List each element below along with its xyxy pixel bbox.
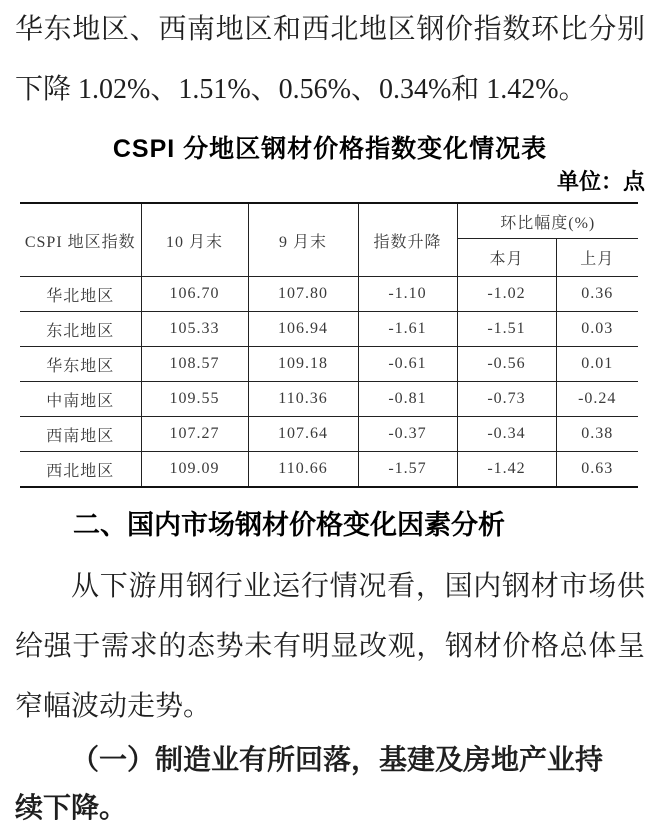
table-cell: 108.57 (141, 347, 248, 382)
section-heading: 二、国内市场钢材价格变化因素分析 (73, 510, 505, 540)
table-row (20, 347, 638, 382)
table-row (20, 277, 638, 312)
paragraph-top-line-2: 下降 1.02%、1.51%、0.56%、0.34%和 1.42%。 (15, 74, 587, 105)
table-cell-region: 西北地区 (20, 452, 141, 488)
table-cell: 109.18 (248, 347, 358, 382)
header-change: 指数升降 (358, 203, 457, 277)
table-row (20, 382, 638, 417)
table-cell: -1.42 (457, 452, 556, 488)
table-cell: 0.01 (556, 347, 638, 382)
table-cell: -0.34 (457, 417, 556, 452)
table-cell-region: 东北地区 (20, 312, 141, 347)
paragraph-body-line-2: 给强于需求的态势未有明显改观，钢材价格总体呈 (15, 631, 645, 662)
header-region: CSPI 地区指数 (20, 203, 141, 277)
table-cell-region: 中南地区 (20, 382, 141, 417)
table-cell: 0.36 (556, 277, 638, 312)
table-cell: -0.61 (358, 347, 457, 382)
table-cell: -0.81 (358, 382, 457, 417)
sub-heading-line-1: （一）制造业有所回落，基建及房地产业持 (71, 745, 604, 776)
header-this-month: 本月 (457, 239, 556, 277)
header-last-month: 上月 (556, 239, 638, 277)
sub-heading (15, 737, 645, 833)
paragraph-body-line-1: 从下游用钢行业运行情况看，国内钢材市场供 (71, 571, 645, 602)
table-cell: 107.27 (141, 417, 248, 452)
table-cell: 0.03 (556, 312, 638, 347)
table-cell: 106.94 (248, 312, 358, 347)
table-cell-region: 华东地区 (20, 347, 141, 382)
table-cell-region: 华北地区 (20, 277, 141, 312)
paragraph-top-line-1: 华东地区、西南地区和西北地区钢价指数环比分别 (15, 14, 645, 45)
table-cell: 110.36 (248, 382, 358, 417)
header-sep: 9 月末 (248, 203, 358, 277)
table-row (20, 417, 638, 452)
cspi-region-table (20, 202, 638, 488)
table-cell: -0.24 (556, 382, 638, 417)
unit-note: 单位：点 (556, 169, 645, 194)
table-cell: -0.73 (457, 382, 556, 417)
paragraph-top (15, 0, 645, 120)
table-cell: -1.10 (358, 277, 457, 312)
sub-heading-line-2: 续下降。 (15, 793, 128, 824)
table-title: CSPI 分地区钢材价格指数变化情况表 (112, 135, 548, 163)
paragraph-body (15, 557, 645, 737)
table-cell: 107.64 (248, 417, 358, 452)
table-cell: -1.02 (457, 277, 556, 312)
table-row (20, 452, 638, 488)
table-cell: -0.56 (457, 347, 556, 382)
table-row (20, 312, 638, 347)
table-cell: 109.55 (141, 382, 248, 417)
table-cell: -0.37 (358, 417, 457, 452)
table-cell: -1.51 (457, 312, 556, 347)
table-cell: 109.09 (141, 452, 248, 488)
table-header-row-1 (20, 203, 638, 239)
table-cell: 107.80 (248, 277, 358, 312)
header-oct: 10 月末 (141, 203, 248, 277)
table-cell: -1.61 (358, 312, 457, 347)
table-cell: 110.66 (248, 452, 358, 488)
table-cell-region: 西南地区 (20, 417, 141, 452)
table-cell: 105.33 (141, 312, 248, 347)
table-cell: 106.70 (141, 277, 248, 312)
table-cell: 0.63 (556, 452, 638, 488)
table-cell: -1.57 (358, 452, 457, 488)
paragraph-body-line-3: 窄幅波动走势。 (15, 691, 212, 722)
header-mom-group: 环比幅度(%) (457, 203, 638, 239)
table-cell: 0.38 (556, 417, 638, 452)
